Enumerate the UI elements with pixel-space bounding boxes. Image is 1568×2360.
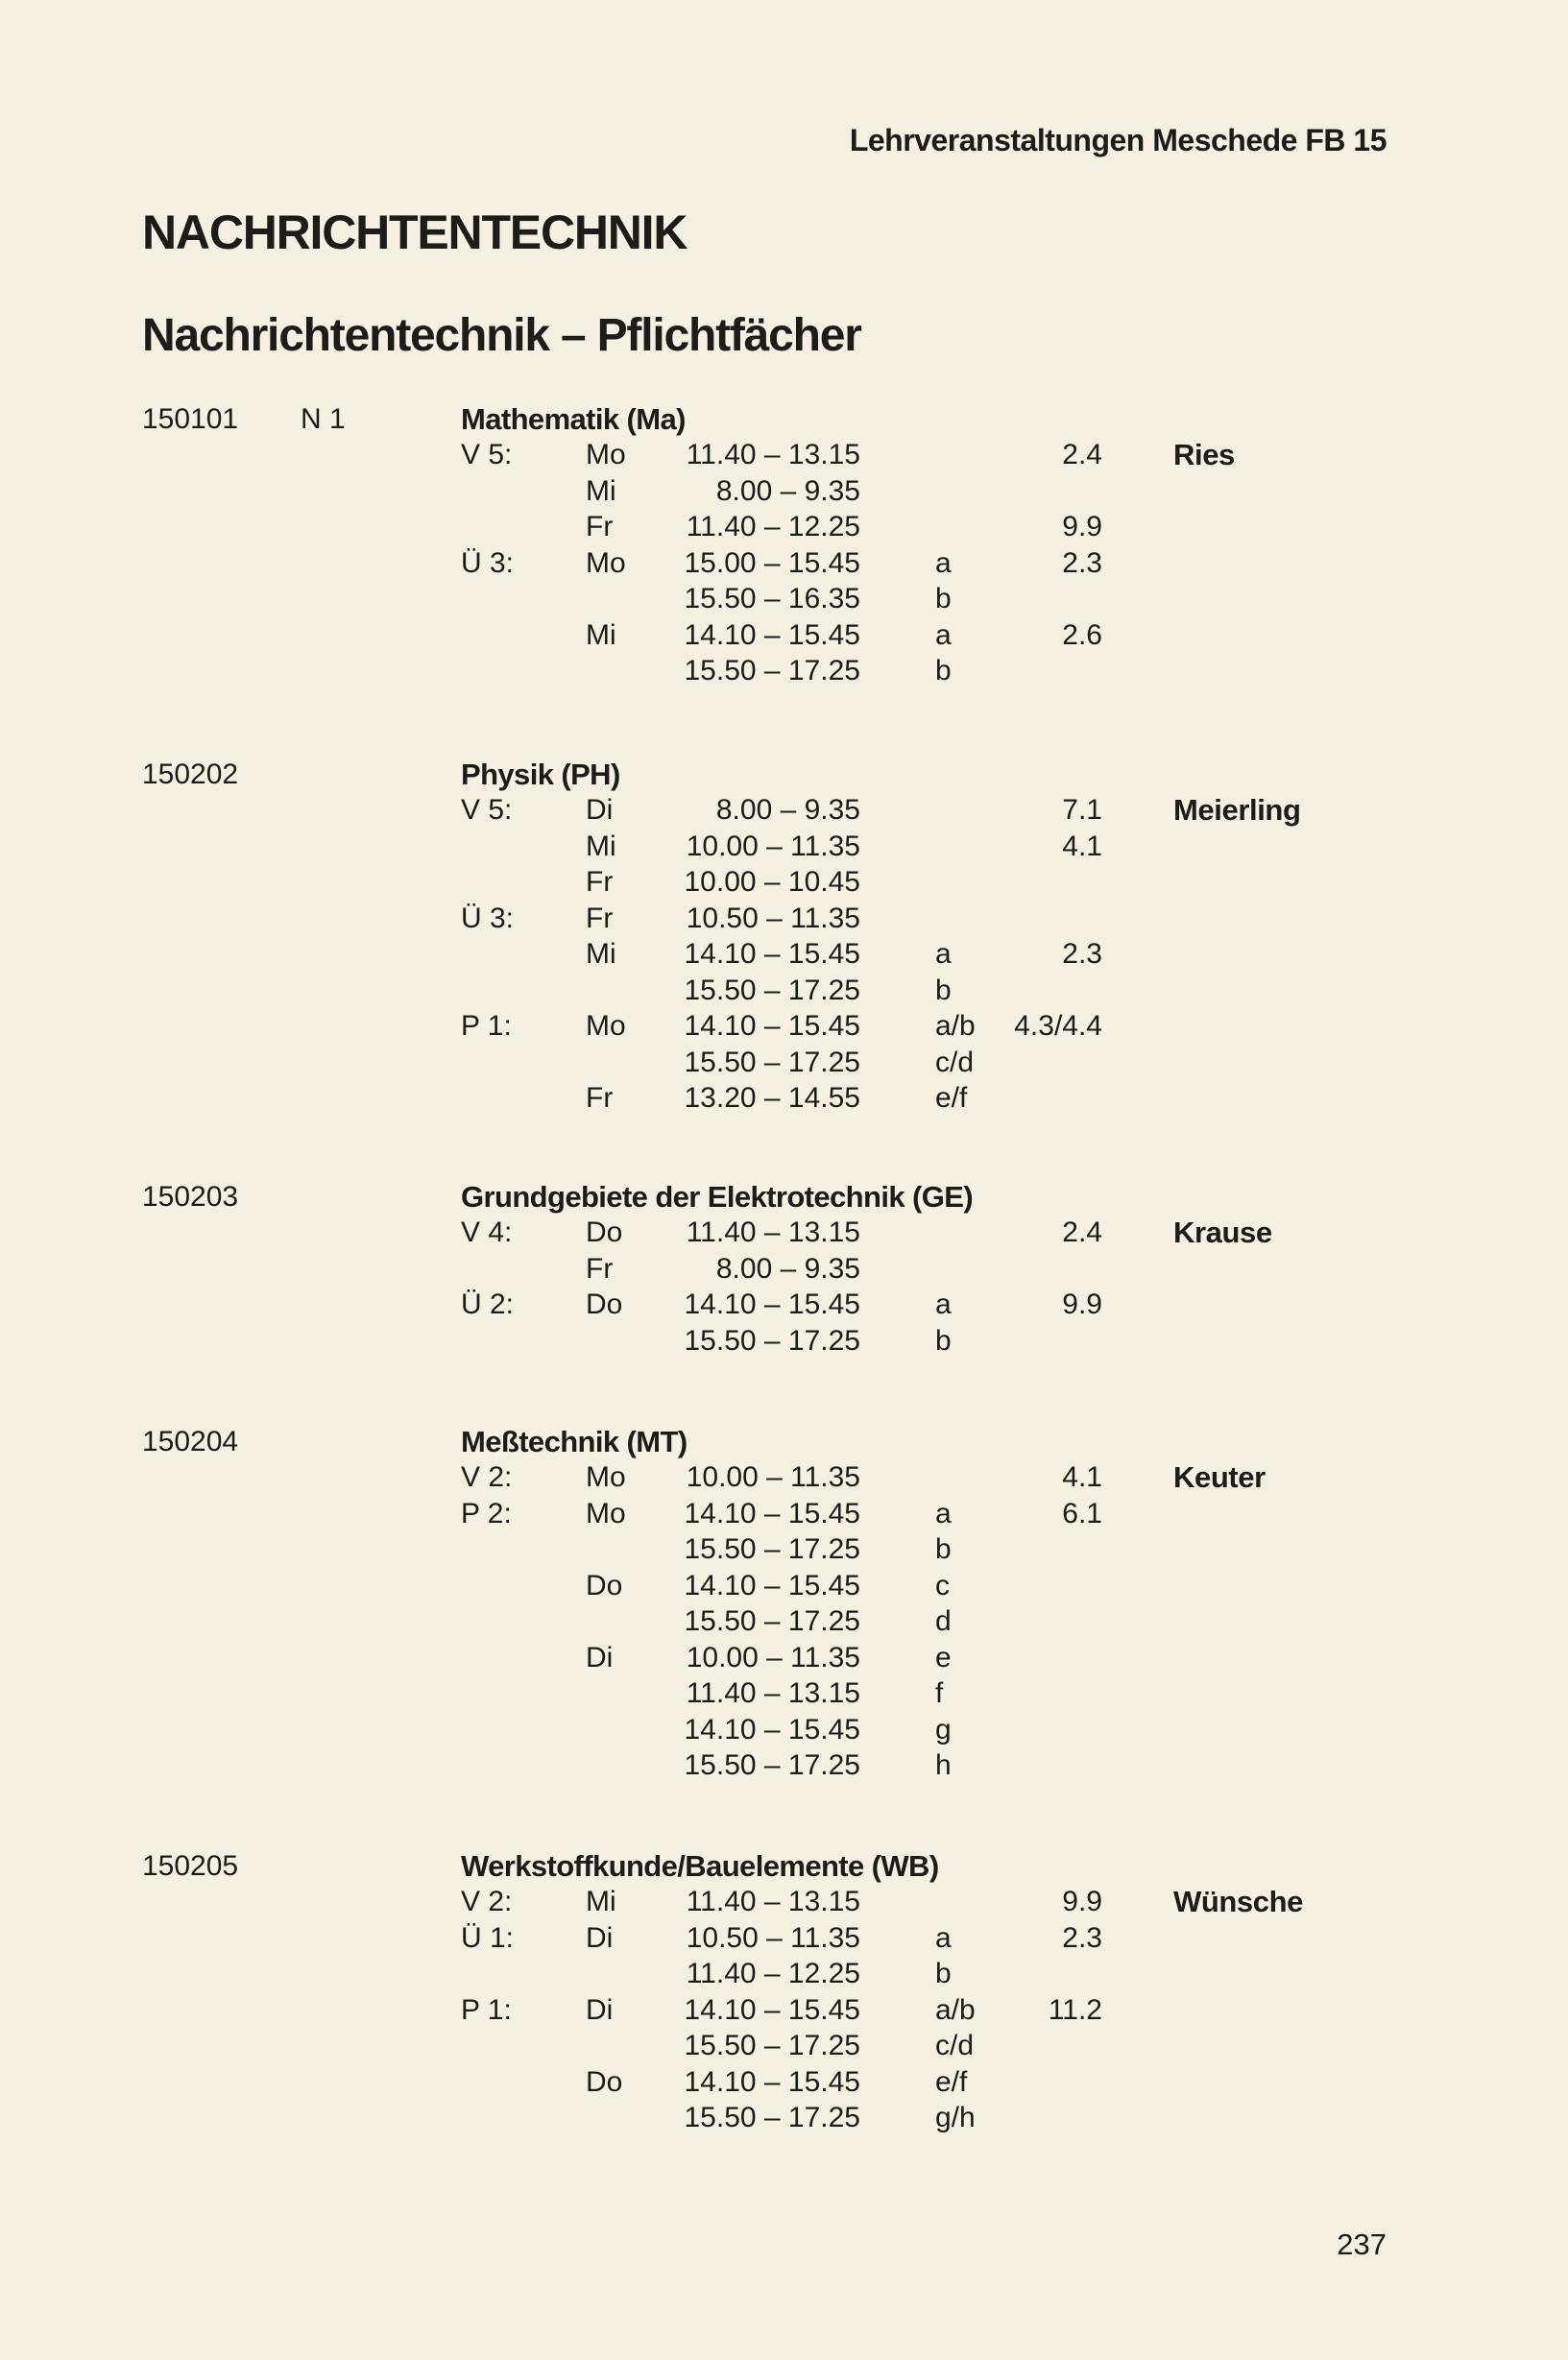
session-time: 15.50 – 17.25 xyxy=(684,1533,860,1565)
page-number: 237 xyxy=(1337,2228,1387,2261)
session-time: 8.00 – 9.35 xyxy=(715,794,860,826)
session-group: b xyxy=(935,1533,952,1565)
session-row xyxy=(0,1323,1568,1360)
session-list xyxy=(0,1215,1568,1359)
session-group: b xyxy=(935,1958,952,1989)
course-teacher: Krause xyxy=(1173,1216,1272,1249)
course-teacher: Keuter xyxy=(1173,1460,1266,1494)
session-row xyxy=(0,1884,1568,1920)
session-time: 15.50 – 17.25 xyxy=(684,974,860,1006)
session-time: 15.50 – 17.25 xyxy=(684,2030,860,2061)
session-row xyxy=(0,1008,1568,1045)
session-time: 15.00 – 15.45 xyxy=(684,546,860,579)
session-time: 14.10 – 15.45 xyxy=(684,1010,860,1042)
session-group: e/f xyxy=(935,2065,968,2098)
course-number: 150101 xyxy=(142,403,239,435)
session-row xyxy=(0,792,1568,829)
session-group: f xyxy=(935,1677,944,1709)
session-type: V 5: xyxy=(461,794,513,826)
session-row xyxy=(0,653,1568,689)
session-time: 14.10 – 15.45 xyxy=(684,1497,860,1529)
session-row xyxy=(0,1956,1568,1992)
session-row xyxy=(0,1603,1568,1640)
session-day: Mi xyxy=(586,1886,616,1917)
session-day: Di xyxy=(586,1993,614,2026)
session-room: 11.2 xyxy=(1048,1993,1102,2026)
session-row xyxy=(0,1215,1568,1251)
session-row xyxy=(0,1287,1568,1323)
session-row xyxy=(0,1920,1568,1957)
session-time: 10.50 – 11.35 xyxy=(686,902,860,934)
session-time: 10.00 – 11.35 xyxy=(686,830,860,862)
session-type: P 1: xyxy=(461,1993,512,2026)
session-time: 13.20 – 14.55 xyxy=(684,1082,860,1114)
session-row xyxy=(0,1568,1568,1604)
section-title: NACHRICHTENTECHNIK xyxy=(142,205,688,259)
course-teacher: Wünsche xyxy=(1173,1885,1303,1918)
session-row xyxy=(0,973,1568,1009)
course-title: Mathematik (Ma) xyxy=(461,402,686,436)
session-group: c xyxy=(935,1569,950,1601)
session-group: c/d xyxy=(935,1046,975,1078)
session-group: c/d xyxy=(935,2030,975,2061)
session-time: 15.50 – 17.25 xyxy=(684,1046,860,1078)
session-row xyxy=(0,829,1568,865)
course-number: 150202 xyxy=(142,759,239,790)
session-type: V 2: xyxy=(461,1461,513,1493)
session-time: 8.00 – 9.35 xyxy=(715,474,860,507)
session-room: 2.3 xyxy=(1062,1921,1102,1954)
session-day: Do xyxy=(586,1569,623,1601)
session-time: 14.10 – 15.45 xyxy=(684,938,860,970)
session-day: Di xyxy=(586,1921,614,1954)
session-time: 15.50 – 17.25 xyxy=(684,655,860,686)
course-title: Werkstoffkunde/Bauelemente (WB) xyxy=(461,1849,939,1883)
session-time: 10.50 – 11.35 xyxy=(686,1921,860,1954)
session-day: Di xyxy=(586,1641,614,1674)
session-room: 2.4 xyxy=(1062,1216,1102,1248)
session-group: g/h xyxy=(935,2102,976,2133)
session-day: Fr xyxy=(586,866,614,898)
course-number: 150205 xyxy=(142,1850,239,1882)
session-time: 14.10 – 15.45 xyxy=(684,1993,860,2026)
session-row xyxy=(0,1640,1568,1676)
session-room: 6.1 xyxy=(1062,1497,1102,1529)
session-room: 9.9 xyxy=(1062,511,1102,542)
session-row xyxy=(0,509,1568,545)
course-teacher: Meierling xyxy=(1173,793,1301,827)
session-type: V 4: xyxy=(461,1216,513,1248)
session-room: 4.1 xyxy=(1062,830,1102,862)
session-day: Mi xyxy=(586,938,616,970)
session-type: Ü 2: xyxy=(461,1288,515,1320)
session-room: 2.6 xyxy=(1062,618,1102,651)
session-room: 9.9 xyxy=(1062,1886,1102,1917)
session-group: a xyxy=(935,1497,952,1529)
session-time: 8.00 – 9.35 xyxy=(715,1252,860,1285)
session-row xyxy=(0,1459,1568,1496)
session-row xyxy=(0,1251,1568,1288)
session-row xyxy=(0,1747,1568,1784)
session-group: b xyxy=(935,974,952,1006)
session-row xyxy=(0,1992,1568,2029)
session-day: Do xyxy=(586,2065,623,2098)
session-row xyxy=(0,581,1568,617)
session-room: 4.1 xyxy=(1062,1461,1102,1493)
session-room: 7.1 xyxy=(1062,794,1102,826)
session-time: 14.10 – 15.45 xyxy=(684,2065,860,2098)
session-row xyxy=(0,437,1568,473)
course-title: Grundgebiete der Elektrotechnik (GE) xyxy=(461,1180,974,1214)
session-row xyxy=(0,473,1568,510)
session-time: 10.00 – 10.45 xyxy=(684,866,860,898)
session-time: 11.40 – 13.15 xyxy=(686,1216,860,1248)
subsection-title: Nachrichtentechnik – Pflichtfächer xyxy=(142,310,861,361)
session-day: Fr xyxy=(586,511,614,542)
session-row xyxy=(0,1080,1568,1117)
session-time: 15.50 – 17.25 xyxy=(684,2102,860,2133)
session-group: h xyxy=(935,1749,952,1781)
session-row xyxy=(0,936,1568,973)
session-row xyxy=(0,2100,1568,2136)
session-type: P 1: xyxy=(461,1010,512,1042)
session-row xyxy=(0,2064,1568,2101)
session-type: Ü 3: xyxy=(461,546,515,579)
session-row xyxy=(0,617,1568,654)
session-group: a xyxy=(935,1921,952,1954)
session-time: 14.10 – 15.45 xyxy=(684,1288,860,1320)
session-group: g xyxy=(935,1713,952,1746)
session-group: e xyxy=(935,1641,952,1674)
session-list xyxy=(0,437,1568,689)
session-room: 2.3 xyxy=(1062,938,1102,970)
session-row xyxy=(0,1712,1568,1748)
session-group: a xyxy=(935,1288,952,1320)
session-day: Mo xyxy=(586,1497,626,1529)
session-group: b xyxy=(935,1324,952,1357)
session-time: 11.40 – 12.25 xyxy=(686,511,860,542)
session-day: Do xyxy=(586,1216,623,1248)
session-time: 15.50 – 17.25 xyxy=(684,1324,860,1357)
session-row xyxy=(0,1675,1568,1712)
session-day: Mo xyxy=(586,1461,626,1493)
session-row xyxy=(0,1496,1568,1532)
session-group: a xyxy=(935,618,952,651)
session-day: Fr xyxy=(586,1082,614,1114)
session-list xyxy=(0,1884,1568,2136)
session-day: Di xyxy=(586,794,614,826)
session-day: Mo xyxy=(586,546,626,579)
course-code: N 1 xyxy=(301,403,346,435)
session-time: 14.10 – 15.45 xyxy=(684,1569,860,1601)
session-group: d xyxy=(935,1605,952,1637)
session-room: 4.3/4.4 xyxy=(1014,1010,1102,1042)
session-row xyxy=(0,901,1568,937)
session-row xyxy=(0,545,1568,582)
session-type: V 5: xyxy=(461,439,513,470)
course-teacher: Ries xyxy=(1173,438,1235,471)
session-type: P 2: xyxy=(461,1497,512,1529)
session-day: Do xyxy=(586,1288,623,1320)
session-day: Fr xyxy=(586,1252,614,1285)
session-row xyxy=(0,2028,1568,2064)
session-time: 14.10 – 15.45 xyxy=(684,1713,860,1746)
session-time: 11.40 – 13.15 xyxy=(686,1886,860,1917)
session-day: Mo xyxy=(586,439,626,470)
session-day: Mo xyxy=(586,1010,626,1042)
session-time: 10.00 – 11.35 xyxy=(686,1461,860,1493)
session-time: 15.50 – 17.25 xyxy=(684,1749,860,1781)
session-day: Fr xyxy=(586,902,614,934)
session-time: 15.50 – 17.25 xyxy=(684,1605,860,1637)
session-time: 11.40 – 12.25 xyxy=(686,1958,860,1989)
course-number: 150203 xyxy=(142,1181,239,1213)
session-list xyxy=(0,1459,1568,1784)
session-room: 9.9 xyxy=(1062,1288,1102,1320)
session-time: 14.10 – 15.45 xyxy=(684,618,860,651)
session-group: a xyxy=(935,938,952,970)
session-type: Ü 1: xyxy=(461,1921,515,1954)
course-title: Physik (PH) xyxy=(461,758,620,791)
session-group: a/b xyxy=(935,1010,976,1042)
session-row xyxy=(0,864,1568,901)
session-list xyxy=(0,792,1568,1117)
session-row xyxy=(0,1531,1568,1568)
course-title: Meßtechnik (MT) xyxy=(461,1425,688,1458)
session-type: V 2: xyxy=(461,1886,513,1917)
session-room: 2.4 xyxy=(1062,439,1102,470)
session-type: Ü 3: xyxy=(461,902,515,934)
session-group: b xyxy=(935,583,952,614)
session-room: 2.3 xyxy=(1062,546,1102,579)
session-time: 10.00 – 11.35 xyxy=(686,1641,860,1674)
session-day: Mi xyxy=(586,474,616,507)
course-number: 150204 xyxy=(142,1426,239,1457)
session-time: 11.40 – 13.15 xyxy=(686,439,860,470)
session-group: e/f xyxy=(935,1082,968,1114)
session-time: 11.40 – 13.15 xyxy=(686,1677,860,1709)
running-head: Lehrveranstaltungen Meschede FB 15 xyxy=(849,123,1387,157)
session-row xyxy=(0,1045,1568,1081)
session-time: 15.50 – 16.35 xyxy=(684,583,860,614)
session-group: a/b xyxy=(935,1993,976,2026)
session-group: b xyxy=(935,655,952,686)
session-day: Mi xyxy=(586,618,616,651)
session-day: Mi xyxy=(586,830,616,862)
session-group: a xyxy=(935,546,952,579)
